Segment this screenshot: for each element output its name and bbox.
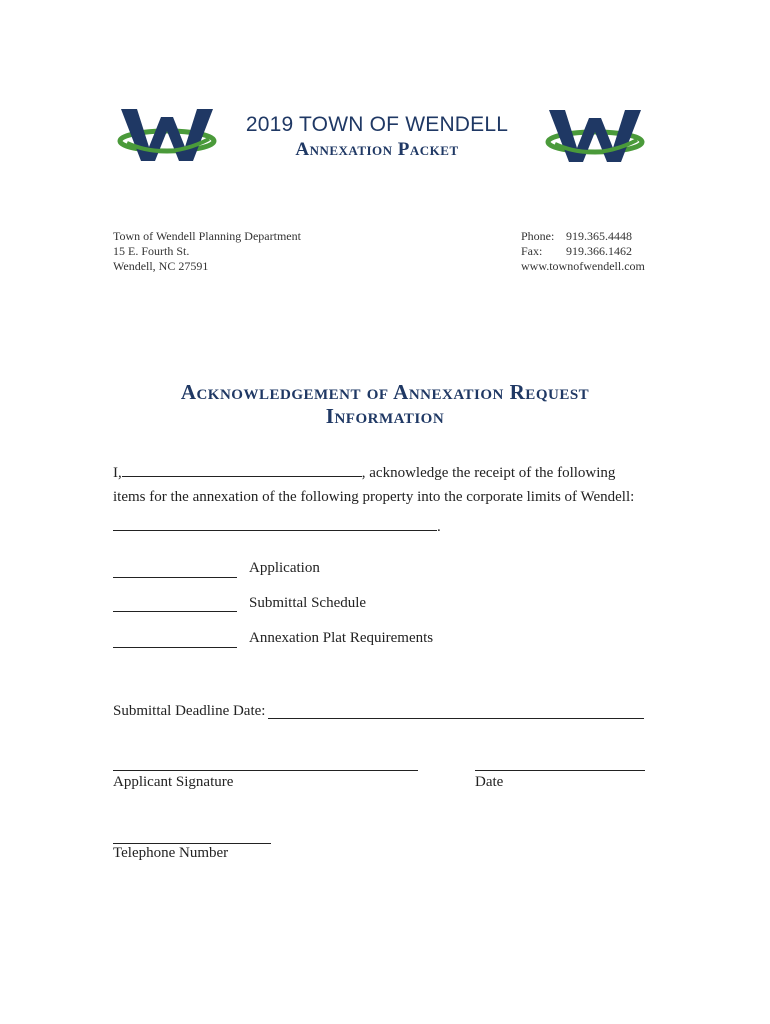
address-block xyxy=(113,229,301,274)
telephone-label: Telephone Number xyxy=(113,845,229,861)
form-heading-line1: Acknowledgement of Annexation Request xyxy=(180,380,590,404)
phone-value: 919.365.4448 xyxy=(566,229,632,243)
address-line: Wendell, NC 27591 xyxy=(113,259,209,273)
deadline-field[interactable] xyxy=(268,718,644,719)
checklist-item: Annexation Plat Requirements xyxy=(249,630,434,646)
packet-title: 2019 TOWN OF WENDELL xyxy=(245,113,509,136)
checkbox-line-schedule[interactable] xyxy=(113,611,237,612)
checkbox-line-application[interactable] xyxy=(113,577,237,578)
deadline-label: Submittal Deadline Date: xyxy=(113,703,266,719)
town-logo-left xyxy=(117,103,217,170)
address-line: Town of Wendell Planning Department xyxy=(113,229,301,243)
date-field[interactable] xyxy=(475,770,645,771)
name-field[interactable] xyxy=(122,462,362,477)
checkbox-line-plat[interactable] xyxy=(113,647,237,648)
intro-line-1 xyxy=(113,462,615,482)
phone-label: Phone: xyxy=(521,229,555,243)
contact-block xyxy=(521,229,645,274)
signature-field[interactable] xyxy=(113,770,418,771)
website-link[interactable]: www.townofwendell.com xyxy=(521,259,645,273)
signature-label: Applicant Signature xyxy=(113,774,234,790)
property-field[interactable] xyxy=(113,516,437,531)
telephone-field[interactable] xyxy=(113,843,271,844)
property-period: . xyxy=(437,519,441,535)
fax-label: Fax: xyxy=(521,244,543,258)
intro-prefix: I, xyxy=(113,465,122,481)
date-label: Date xyxy=(475,774,504,790)
form-heading-line2: Information xyxy=(325,404,445,428)
intro-suffix: , acknowledge the receipt of the following xyxy=(361,465,616,481)
form-heading xyxy=(100,380,670,428)
checklist-item: Submittal Schedule xyxy=(249,595,367,611)
town-logo-right xyxy=(545,104,645,171)
fax-value: 919.366.1462 xyxy=(566,244,632,258)
packet-subtitle: Annexation Packet xyxy=(295,139,459,160)
checklist-item: Application xyxy=(249,560,320,576)
property-line xyxy=(113,516,441,536)
intro-line-2: items for the annexation of the following property into the corporate limits of Wendell: xyxy=(113,489,635,505)
address-line: 15 E. Fourth St. xyxy=(113,244,190,258)
